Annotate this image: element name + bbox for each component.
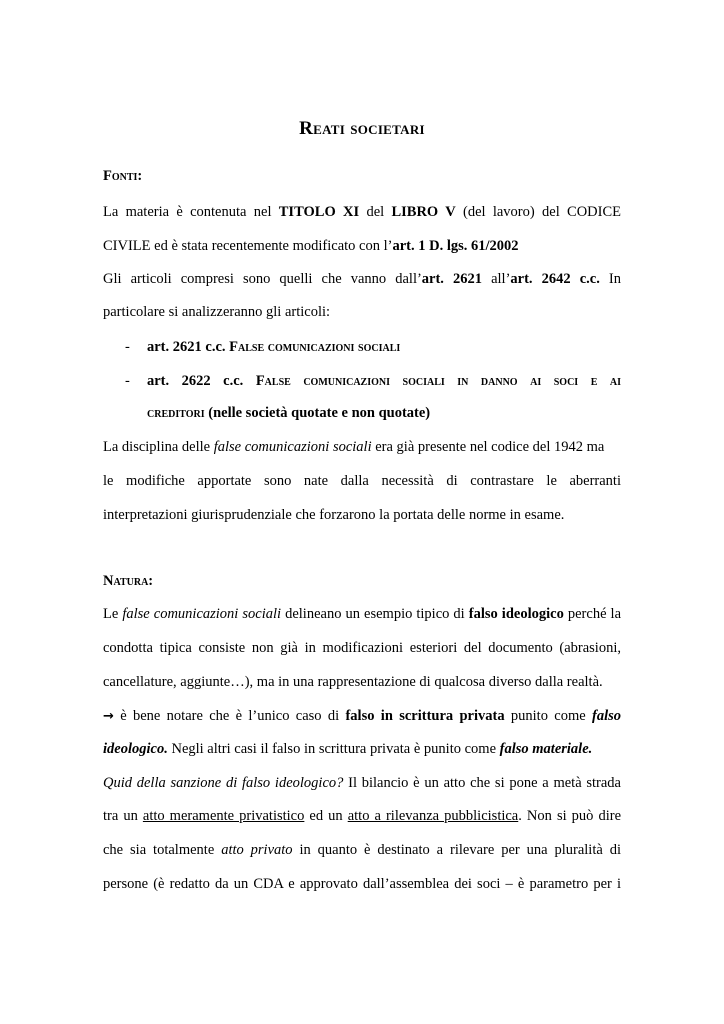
text-run: La disciplina delle xyxy=(103,439,214,455)
text-run: La materia è contenuta nel xyxy=(103,204,279,220)
text-run: all’ xyxy=(482,271,511,287)
text-run: Il bilancio è un atto che si pone a metà strada xyxy=(343,775,621,791)
paragraph-line: le modifiche apportate sono nate dalla necessità di contrastare le aberranti xyxy=(103,473,621,489)
paragraph-line xyxy=(103,270,621,288)
text-run: atto meramente privatistico xyxy=(142,808,305,824)
text-run: art. 2642 c.c. xyxy=(510,271,600,287)
arrow-right-icon: → xyxy=(103,709,114,724)
text-run: ed un xyxy=(304,808,348,824)
text-run: falso in scrittura privata xyxy=(345,708,505,724)
text-run: Gli articoli compresi sono quelli che vanno dall’ xyxy=(103,271,422,287)
text-run: (del lavoro) del CODICE xyxy=(455,204,621,220)
text-run: Quid della sanzione di falso ideologico? xyxy=(103,775,344,791)
list-item xyxy=(147,372,621,390)
list-item-continuation xyxy=(147,404,430,422)
paragraph-line xyxy=(103,438,621,456)
paragraph-line xyxy=(103,605,621,623)
article-description: False comunicazioni sociali in danno ai soci e ai xyxy=(255,373,622,389)
text-run: perché la xyxy=(563,606,622,622)
text-run: creditori xyxy=(147,405,205,421)
text-run: Le xyxy=(103,606,123,622)
paragraph-line: cancellature, aggiunte…), ma in una rappresentazione di qualcosa diverso dalla realtà. xyxy=(103,674,603,690)
text-run: è bene notare che è l’unico caso di xyxy=(113,708,346,724)
paragraph-line xyxy=(103,774,621,792)
text-run: in quanto è destinato a rilevare per una pluralità di xyxy=(292,842,621,858)
paragraph-line xyxy=(103,807,621,825)
paragraph-line: particolare si analizzeranno gli articoli: xyxy=(103,304,331,320)
list-bullet: - xyxy=(125,373,130,389)
text-run: false comunicazioni sociali xyxy=(122,606,282,622)
section-heading-fonti: Fonti: xyxy=(103,168,143,184)
paragraph-line: condotta tipica consiste non già in modificazioni esteriori del documento (abrasioni, xyxy=(103,640,621,656)
text-run: art. 1 D. lgs. 61/2002 xyxy=(392,238,519,254)
text-run: (nelle società quotate e non quotate) xyxy=(204,405,431,421)
article-description: False comunicazioni sociali xyxy=(229,339,401,355)
article-ref: art. 2621 c.c. xyxy=(147,339,230,355)
text-run: che sia totalmente xyxy=(103,842,222,858)
text-run: atto a rilevanza pubblicistica xyxy=(347,808,519,824)
paragraph-line xyxy=(103,740,621,758)
text-run: falso xyxy=(592,708,621,724)
paragraph-line xyxy=(103,237,621,255)
article-ref: art. 2622 c.c. xyxy=(147,373,256,389)
text-run: era già presente nel codice del 1942 ma xyxy=(371,439,605,455)
paragraph-line: interpretazioni giurisprudenziale che forzarono la portata delle norme in esame. xyxy=(103,507,565,523)
text-run: delineano un esempio tipico di xyxy=(281,606,469,622)
text-run: TITOLO XI xyxy=(278,204,360,220)
paragraph-line xyxy=(103,841,621,859)
text-run: del xyxy=(359,204,392,220)
text-run: In xyxy=(599,271,621,287)
text-run: CIVILE ed è stata recentemente modificato con l’ xyxy=(103,238,393,254)
section-heading-natura: Natura: xyxy=(103,573,154,589)
paragraph-line xyxy=(103,707,621,726)
text-run: ideologico. xyxy=(103,741,168,757)
text-run: false comunicazioni sociali xyxy=(213,439,372,455)
text-run: Negli altri casi il falso in scrittura privata è punito come xyxy=(167,741,500,757)
text-run: tra un xyxy=(103,808,143,824)
document-title: Reati societari xyxy=(299,118,425,139)
list-bullet: - xyxy=(125,339,130,355)
text-run: art. 2621 xyxy=(421,271,483,287)
text-run: falso ideologico xyxy=(468,606,564,622)
text-run: falso materiale. xyxy=(499,741,593,757)
text-run: atto privato xyxy=(221,842,293,858)
text-run: punito come xyxy=(504,708,592,724)
list-item xyxy=(147,338,400,356)
text-run: . Non si può dire xyxy=(518,808,621,824)
paragraph-line xyxy=(103,203,621,221)
text-run: LIBRO V xyxy=(391,204,456,220)
paragraph-line: persone (è redatto da un CDA e approvato dall’assemblea dei soci – è parametro per i xyxy=(103,876,621,892)
